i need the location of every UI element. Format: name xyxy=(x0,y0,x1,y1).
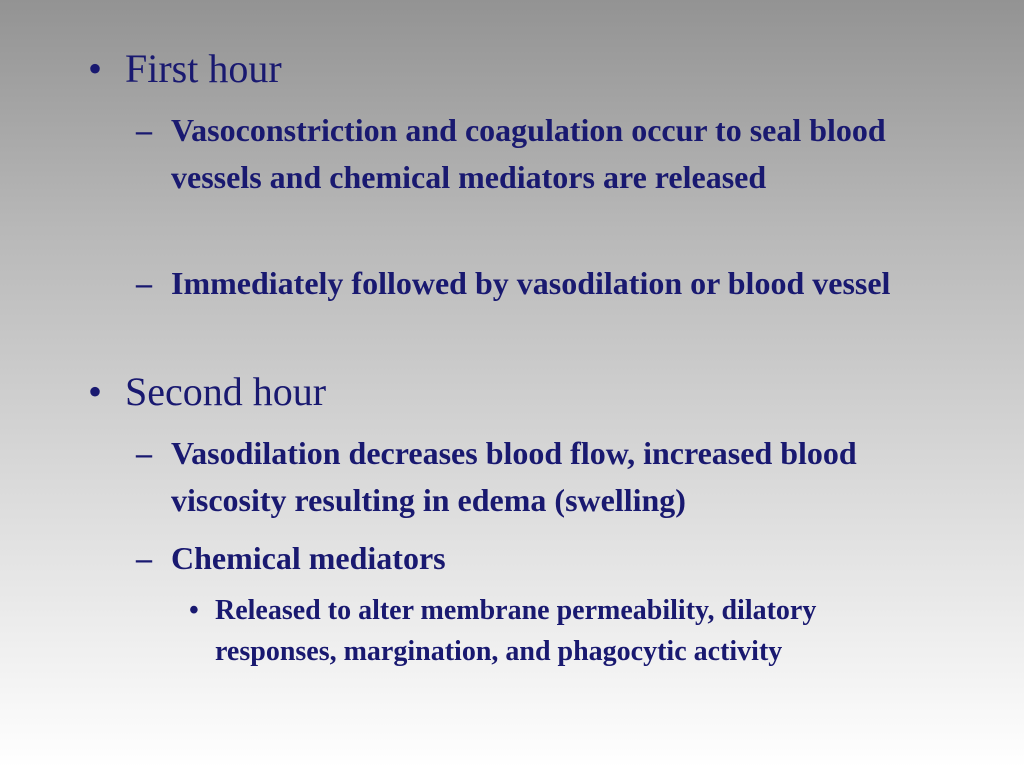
bullet-marker: • xyxy=(88,369,103,414)
bullet-marker: • xyxy=(189,595,199,626)
sub-bullet-vasodilation-follow xyxy=(136,260,936,307)
bullet-text: Second hour xyxy=(125,369,327,414)
sub-bullet-vasoconstriction xyxy=(136,107,936,201)
bullet-text: First hour xyxy=(125,46,282,91)
dash-marker: – xyxy=(136,540,152,576)
dash-marker: – xyxy=(136,112,152,148)
sub-bullet-text: Immediately followed by vasodilation or blood vessel xyxy=(171,265,891,301)
dash-marker: – xyxy=(136,265,152,301)
dash-marker: – xyxy=(136,435,152,471)
sub-bullet-vasodilation-decreases xyxy=(136,430,936,524)
sub-bullet-text: Chemical mediators xyxy=(171,540,446,576)
sub-sub-bullet-released xyxy=(189,590,929,672)
sub-sub-bullet-text: Released to alter membrane permeability, dilatory responses, margination, and phagocytic activity xyxy=(215,595,817,667)
sub-bullet-text: Vasoconstriction and coagulation occur to seal blood vessels and chemical mediators are released xyxy=(171,112,886,195)
sub-bullet-chemical-mediators xyxy=(136,535,936,582)
bullet-marker: • xyxy=(88,46,103,91)
sub-bullet-text: Vasodilation decreases blood flow, increased blood viscosity resulting in edema (swelling) xyxy=(171,435,857,518)
